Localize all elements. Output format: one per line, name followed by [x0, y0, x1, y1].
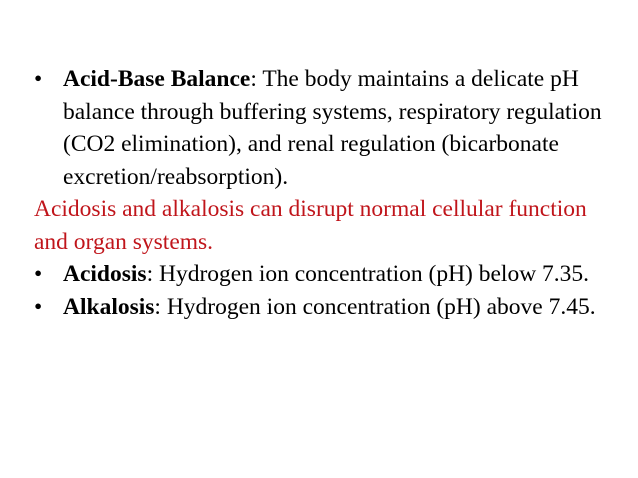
term-separator: : [250, 66, 257, 92]
bullet-acidosis [34, 258, 624, 291]
bullet-icon: • [34, 66, 43, 92]
term-alkalosis: Alkalosis [63, 293, 155, 320]
term-acidosis: Acidosis [63, 261, 147, 287]
bullet-text-acidosis: Hydrogen ion concentration (pH) below 7.35. [153, 261, 590, 287]
term-separator: : [146, 261, 154, 287]
slide-content [34, 63, 624, 323]
bullet-text-alkalosis: Hydrogen ion concentration (pH) above 7.45. [160, 293, 596, 320]
term-acid-base-balance: Acid-Base Balance [63, 66, 251, 92]
bullet-alkalosis [34, 291, 624, 324]
bullet-icon: • [34, 261, 43, 287]
bullet-text-acid-base-balance: The body maintains a delicate pH balance through buffering systems, respiratory regulation (CO2 elimination), and renal regulation (bicarbonate excretion/reabsorption). [63, 66, 602, 190]
bullet-acid-base-balance [34, 63, 624, 193]
bullet-icon: • [34, 293, 43, 320]
highlight-line: Acidosis and alkalosis can disrupt normal cellular function and organ systems. [34, 196, 587, 255]
term-separator: : [154, 293, 161, 320]
